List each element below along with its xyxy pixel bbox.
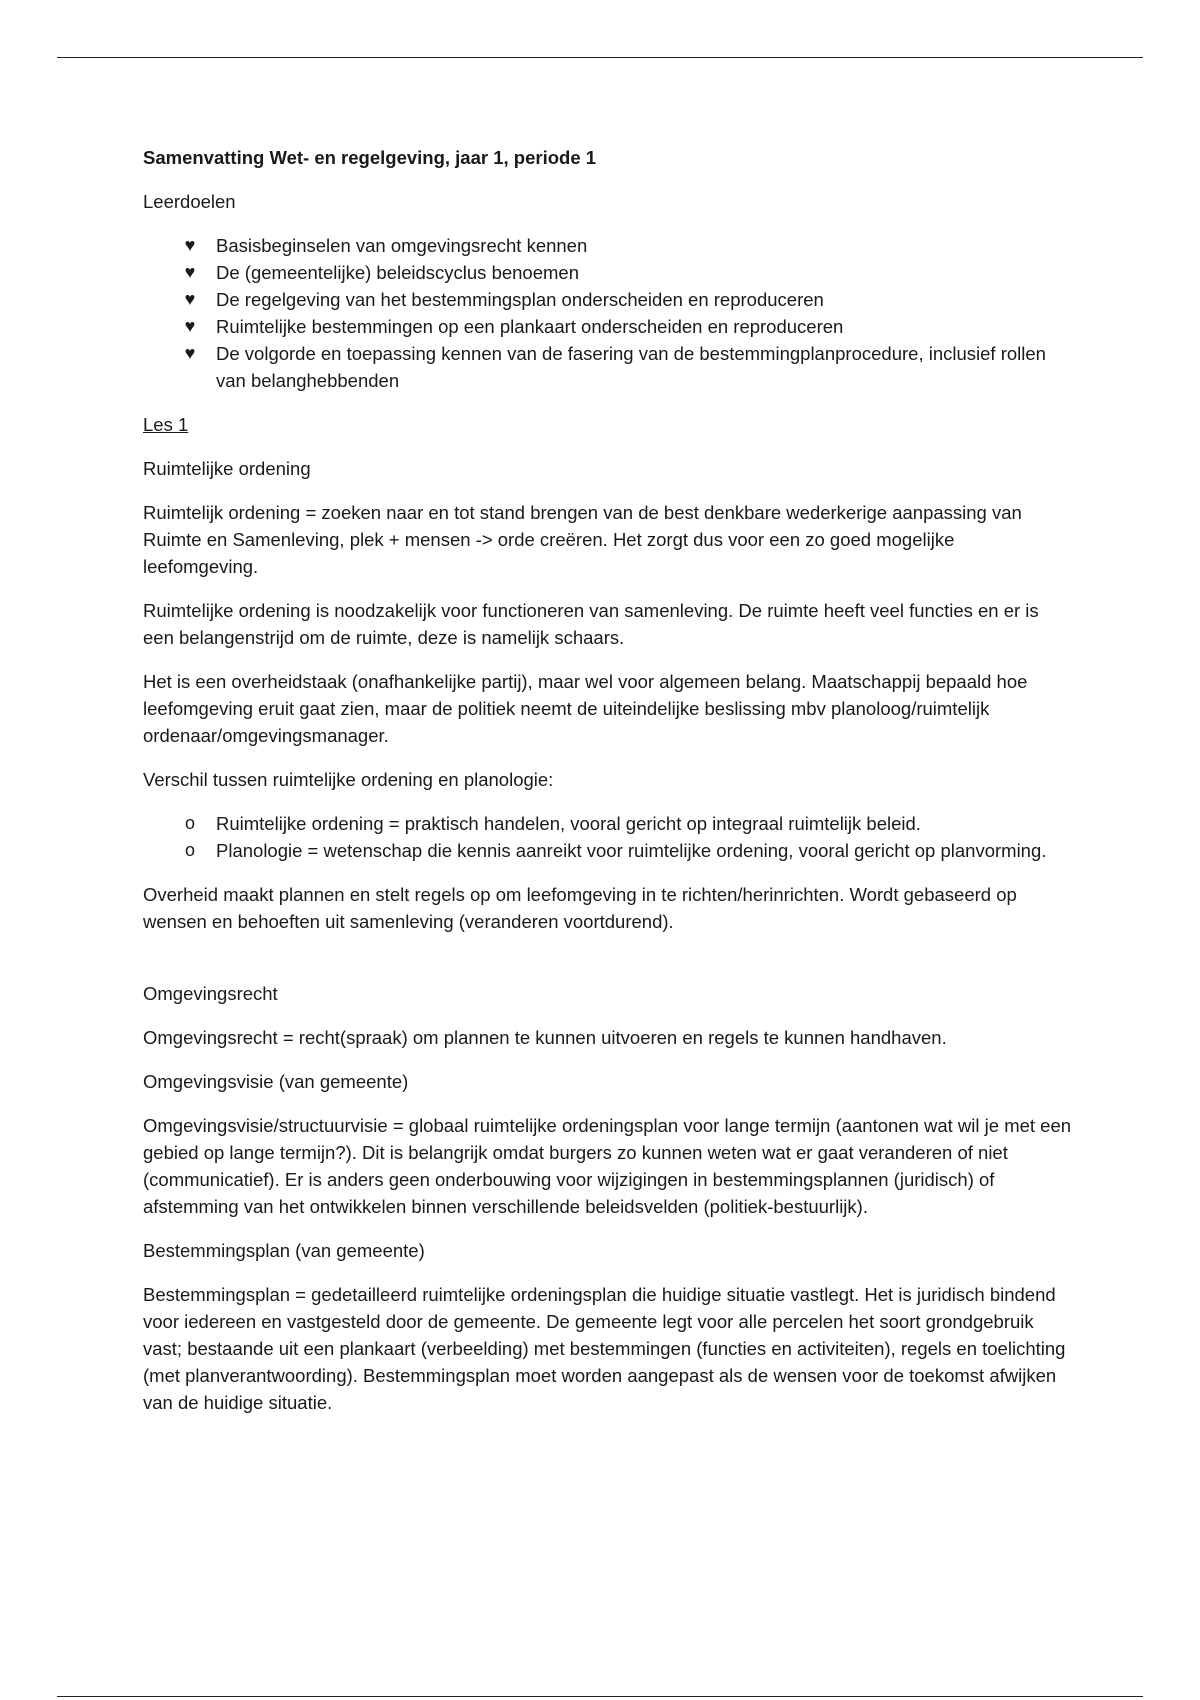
list-item-text: De regelgeving van het bestemmingsplan onderscheiden en reproduceren	[216, 289, 824, 310]
paragraph: Ruimtelijk ordening = zoeken naar en tot stand brengen van de best denkbare wederkerige aanpassing van Ruimte en Samenleving, plek + mensen -> orde creëren. Het zorgt dus voor een zo goed mogelijke leefomgeving.	[143, 502, 1022, 577]
heart-bullet-icon: ♥	[184, 343, 196, 363]
list-item-text: De volgorde en toepassing kennen van de fasering van de bestemmingplanprocedure, inclusief rollen van belanghebbenden	[216, 343, 1046, 391]
list-item-text: Basisbeginselen van omgevingsrecht kennen	[216, 235, 588, 256]
list-item	[143, 340, 1073, 394]
heart-bullet-icon: ♥	[184, 235, 196, 255]
paragraph: Bestemmingsplan = gedetailleerd ruimtelijke ordeningsplan die huidige situatie vastlegt. Het is juridisch bindend voor iedereen en vastgesteld door de gemeente. De gemeente legt voor alle percelen het soort grondgebruik vast; bestaande uit een plankaart (verbeelding) met bestemmingen (functies en activiteiten), regels en toelichting (met planverantwoording). Bestemmingsplan moet worden aangepast als de wensen voor de toekomst afwijken van de huidige situatie.	[143, 1284, 1066, 1413]
heart-bullet-icon: ♥	[184, 262, 196, 282]
heart-bullet-icon: ♥	[184, 316, 196, 336]
circle-bullet-icon: o	[184, 840, 195, 860]
les-1-heading: Les 1	[143, 414, 189, 435]
omgevingsrecht-heading: Omgevingsrecht	[143, 983, 278, 1004]
list-item	[143, 810, 1073, 837]
verschil-list	[143, 810, 1073, 864]
ruimtelijke-ordening-heading: Ruimtelijke ordening	[143, 458, 311, 479]
circle-bullet-icon: o	[184, 813, 195, 833]
bestemmingsplan-heading: Bestemmingsplan (van gemeente)	[143, 1240, 425, 1261]
list-item	[143, 232, 1073, 259]
paragraph: Omgevingsvisie/structuurvisie = globaal ruimtelijke ordeningsplan voor lange termijn (aantonen wat wil je met een gebied op lange termijn?). Dit is belangrijk omdat burgers zo kunnen weten wat er gaat veranderen of niet (communicatief). Er is anders geen onderbouwing voor wijzigingen in bestemmingsplannen (juridisch) of afstemming van het ontwikkelen binnen verschillende beleidsvelden (politiek-bestuurlijk).	[143, 1115, 1072, 1217]
list-item	[143, 837, 1073, 864]
list-item	[143, 286, 1073, 313]
leerdoelen-heading: Leerdoelen	[143, 191, 236, 212]
list-item	[143, 313, 1073, 340]
paragraph: Omgevingsrecht = recht(spraak) om plannen te kunnen uitvoeren en regels te kunnen handhaven.	[143, 1027, 947, 1048]
paragraph: Verschil tussen ruimtelijke ordening en planologie:	[143, 769, 554, 790]
leerdoelen-list	[143, 232, 1073, 394]
list-item-text: Ruimtelijke bestemmingen op een plankaart onderscheiden en reproduceren	[216, 316, 844, 337]
heart-bullet-icon: ♥	[184, 289, 196, 309]
page-bottom-rule	[57, 1696, 1143, 1697]
document-body	[143, 144, 1073, 1433]
list-item-text: Ruimtelijke ordening = praktisch handelen, vooral gericht op integraal ruimtelijk beleid.	[216, 813, 921, 834]
list-item-text: Planologie = wetenschap die kennis aanreikt voor ruimtelijke ordening, vooral gericht op planvorming.	[216, 840, 1047, 861]
page-top-rule	[57, 57, 1143, 58]
spacer	[143, 952, 1073, 980]
document-title: Samenvatting Wet- en regelgeving, jaar 1, periode 1	[143, 147, 597, 168]
list-item-text: De (gemeentelijke) beleidscyclus benoemen	[216, 262, 579, 283]
list-item	[143, 259, 1073, 286]
paragraph: Overheid maakt plannen en stelt regels op om leefomgeving in te richten/herinrichten. Wordt gebaseerd op wensen en behoeften uit samenleving (veranderen voortdurend).	[143, 884, 1017, 932]
paragraph: Het is een overheidstaak (onafhankelijke partij), maar wel voor algemeen belang. Maatschappij bepaald hoe leefomgeving eruit gaat zien, maar de politiek neemt de uiteindelijke beslissing mbv planoloog/ruimtelijk ordenaar/omgevingsmanager.	[143, 671, 1028, 746]
paragraph: Ruimtelijke ordening is noodzakelijk voor functioneren van samenleving. De ruimte heeft veel functies en er is een belangenstrijd om de ruimte, deze is namelijk schaars.	[143, 600, 1039, 648]
omgevingsvisie-heading: Omgevingsvisie (van gemeente)	[143, 1071, 409, 1092]
